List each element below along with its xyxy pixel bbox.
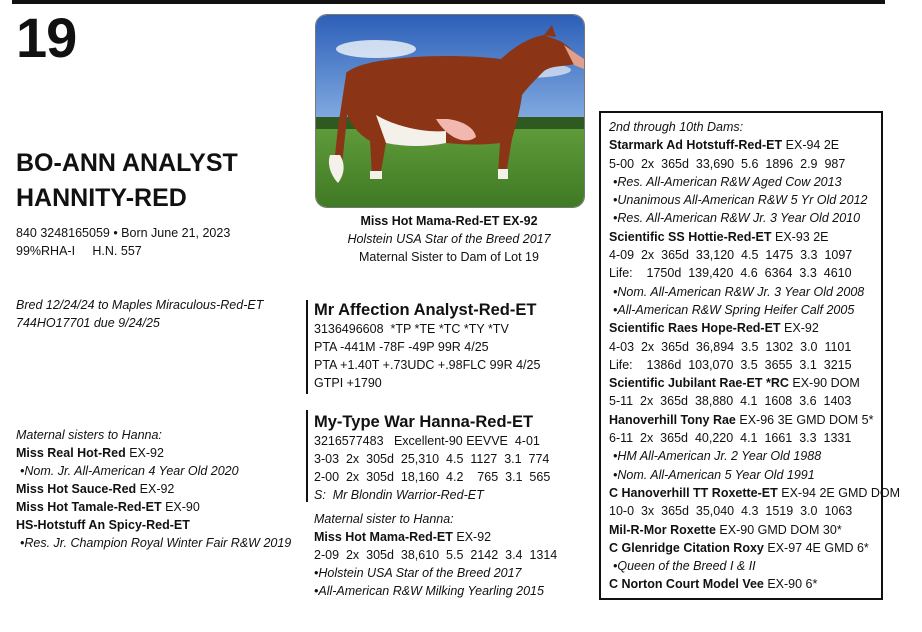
dam-section [314, 412, 550, 504]
pedigree-record: 5-11 2x 365d 38,880 4.1 1608 3.6 1403 [609, 394, 852, 409]
pedigree-dam [609, 521, 873, 539]
caption-award: Holstein USA Star of the Breed 2017 [347, 232, 551, 246]
pedigree-dam-name: C Norton Court Model Vee [609, 577, 764, 592]
pedigree-dam-name: Starmark Ad Hotstuff-Red-ET [609, 138, 783, 153]
pedigree-dam [609, 136, 873, 154]
pedigree-note: •Nom. All-American R&W Jr. 3 Year Old 2008 [613, 284, 865, 299]
pedigree-dam-name: Scientific Jubilant Rae-ET *RC [609, 376, 789, 391]
animal-name-line1: BO-ANN ANALYST [16, 149, 238, 177]
sire-line: 3136496608 *TP *TE *TC *TY *TV [314, 322, 509, 336]
pedigree-dam [609, 484, 901, 502]
pedigree-record: 4-03 2x 365d 36,894 3.5 1302 3.0 1101 [609, 339, 852, 354]
sister-row [16, 516, 291, 534]
pedigree-note: •Unanimous All-American R&W 5 Yr Old 2012 [613, 193, 868, 208]
pedigree-box [599, 111, 901, 600]
pedigree-dam-score: EX-94 2E GMD DOM [777, 485, 901, 500]
sister-row [16, 480, 291, 498]
pedigree-dam-name: C Glenridge Citation Roxy [609, 540, 764, 555]
sister-name: Miss Hot Sauce-Red [16, 482, 137, 496]
sister-name: Miss Hot Tamale-Red-ET [16, 500, 162, 514]
pedigree-dam-score: EX-90 GMD DOM 30* [715, 522, 842, 537]
photo-caption [315, 212, 583, 266]
pedigree-note: •Nom. All-American 5 Year Old 1991 [613, 467, 815, 482]
caption-relation: Maternal Sister to Dam of Lot 19 [359, 250, 539, 264]
dam-record: 3-03 2x 305d 25,310 4.5 1127 3.1 774 [314, 452, 550, 466]
id-birth-line: 840 3248165059 • Born June 21, 2023 [16, 226, 231, 240]
pedigree-dam [609, 539, 873, 557]
pedigree-note: •Queen of the Breed I & II [613, 559, 756, 574]
pedigree-dam-score: EX-93 2E [771, 229, 829, 244]
matsis-name: Miss Hot Mama-Red-ET [314, 530, 453, 544]
sister-score: EX-90 [161, 500, 200, 514]
pedigree-dam-score: EX-92 [780, 321, 819, 336]
dam-name: My-Type War Hanna-Red-ET [314, 413, 534, 431]
pedigree-dam-score: EX-90 6* [763, 577, 818, 592]
pedigree-record: 4-09 2x 365d 33,120 4.5 1475 3.3 1097 [609, 248, 853, 263]
sire-line: GTPI +1790 [314, 376, 382, 390]
bred-line1: Bred 12/24/24 to Maples Miraculous-Red-ET [16, 298, 264, 312]
sire-section [314, 300, 540, 392]
pedigree-dam-name: Hanoverhill Tony Rae [609, 412, 736, 427]
sister-row [16, 444, 291, 462]
pedigree-record: Life: 1750d 139,420 4.6 6364 3.3 4610 [609, 266, 852, 281]
bred-line2: 744HO17701 due 9/24/25 [16, 316, 160, 330]
animal-name [16, 146, 238, 216]
pedigree-note: •Res. All-American R&W Jr. 3 Year Old 2010 [613, 211, 861, 226]
sire-divider [306, 300, 308, 394]
pedigree-dam-score: EX-90 DOM [788, 376, 860, 391]
animal-id-info [16, 224, 230, 260]
cow-photo [315, 14, 585, 208]
matsis-name-row [314, 528, 557, 546]
matsis-score: EX-92 [452, 530, 492, 544]
pedigree-dam-name: Scientific Raes Hope-Red-ET [609, 321, 781, 336]
sire-name: Mr Affection Analyst-Red-ET [314, 301, 537, 319]
sister-note: •Res. Jr. Champion Royal Winter Fair R&W 2019 [20, 536, 292, 550]
top-rule [12, 0, 885, 4]
maternal-sisters [16, 426, 291, 552]
pedigree-lines [609, 136, 901, 593]
pedigree-dam-score: EX-97 4E GMD 6* [763, 540, 869, 555]
sire-line: PTA +1.40T +.73UDC +.98FLC 99R 4/25 [314, 358, 541, 372]
pedigree-record: 5-00 2x 365d 33,690 5.6 1896 2.9 987 [609, 156, 846, 171]
pedigree-dam [609, 319, 873, 337]
pedigree-dam-name: Scientific SS Hottie-Red-ET [609, 229, 772, 244]
matsis-note: •Holstein USA Star of the Breed 2017 [314, 566, 522, 580]
pedigree-dam-name: C Hanoverhill TT Roxette-ET [609, 485, 778, 500]
dam-divider [306, 410, 308, 502]
animal-name-line2: HANNITY-RED [16, 184, 187, 212]
dam-record: 2-00 2x 305d 18,160 4.2 765 3.1 565 [314, 470, 551, 484]
pedigree-dam [609, 374, 873, 392]
sister-score: EX-92 [136, 482, 175, 496]
dam-line: 3216577483 Excellent-90 EEVVE 4-01 [314, 434, 540, 448]
pedigree-heading: 2nd through 10th Dams: [609, 120, 744, 134]
matsis-record: 2-09 2x 305d 38,610 5.5 2142 3.4 1314 [314, 548, 558, 562]
sire-line: PTA -441M -78F -49P 99R 4/25 [314, 340, 489, 354]
pedigree-note: •All-American R&W Spring Heifer Calf 2005 [613, 302, 855, 317]
cow-photo-illustration [316, 15, 584, 207]
matsis-heading: Maternal sister to Hanna: [314, 512, 454, 526]
pedigree-record: 6-11 2x 365d 40,220 4.1 1661 3.3 1331 [609, 431, 852, 446]
maternal-sister-to-hanna [314, 510, 557, 600]
pedigree-record: 10-0 3x 365d 35,040 4.3 1519 3.0 1063 [609, 504, 853, 519]
pedigree-dam-score: EX-94 2E [782, 138, 840, 153]
pedigree-dam [609, 411, 873, 429]
rha-line: 99%RHA-I H.N. 557 [16, 244, 142, 258]
matsis-note: •All-American R&W Milking Yearling 2015 [314, 584, 544, 598]
caption-name: Miss Hot Mama-Red-ET EX-92 [360, 214, 538, 228]
sister-name: HS-Hotstuff An Spicy-Red-ET [16, 518, 190, 532]
sister-name: Miss Real Hot-Red [16, 446, 126, 460]
sister-score: EX-92 [125, 446, 164, 460]
pedigree-note: •HM All-American Jr. 2 Year Old 1988 [613, 449, 822, 464]
pedigree-dam [609, 228, 873, 246]
lot-number: 19 [16, 6, 77, 69]
maternal-sisters-heading: Maternal sisters to Hanna: [16, 428, 162, 442]
pedigree-dam-name: Mil-R-Mor Roxette [609, 522, 716, 537]
pedigree-record: Life: 1386d 103,070 3.5 3655 3.1 3215 [609, 357, 852, 372]
sister-row [16, 498, 291, 516]
pedigree-note: •Res. All-American R&W Aged Cow 2013 [613, 174, 842, 189]
pedigree-dam [609, 575, 873, 593]
sister-note: •Nom. Jr. All-American 4 Year Old 2020 [20, 464, 239, 478]
breeding-info [16, 296, 263, 332]
pedigree-dam-score: EX-96 3E GMD DOM 5* [735, 412, 874, 427]
dam-sire-line: S: Mr Blondin Warrior-Red-ET [314, 488, 484, 502]
